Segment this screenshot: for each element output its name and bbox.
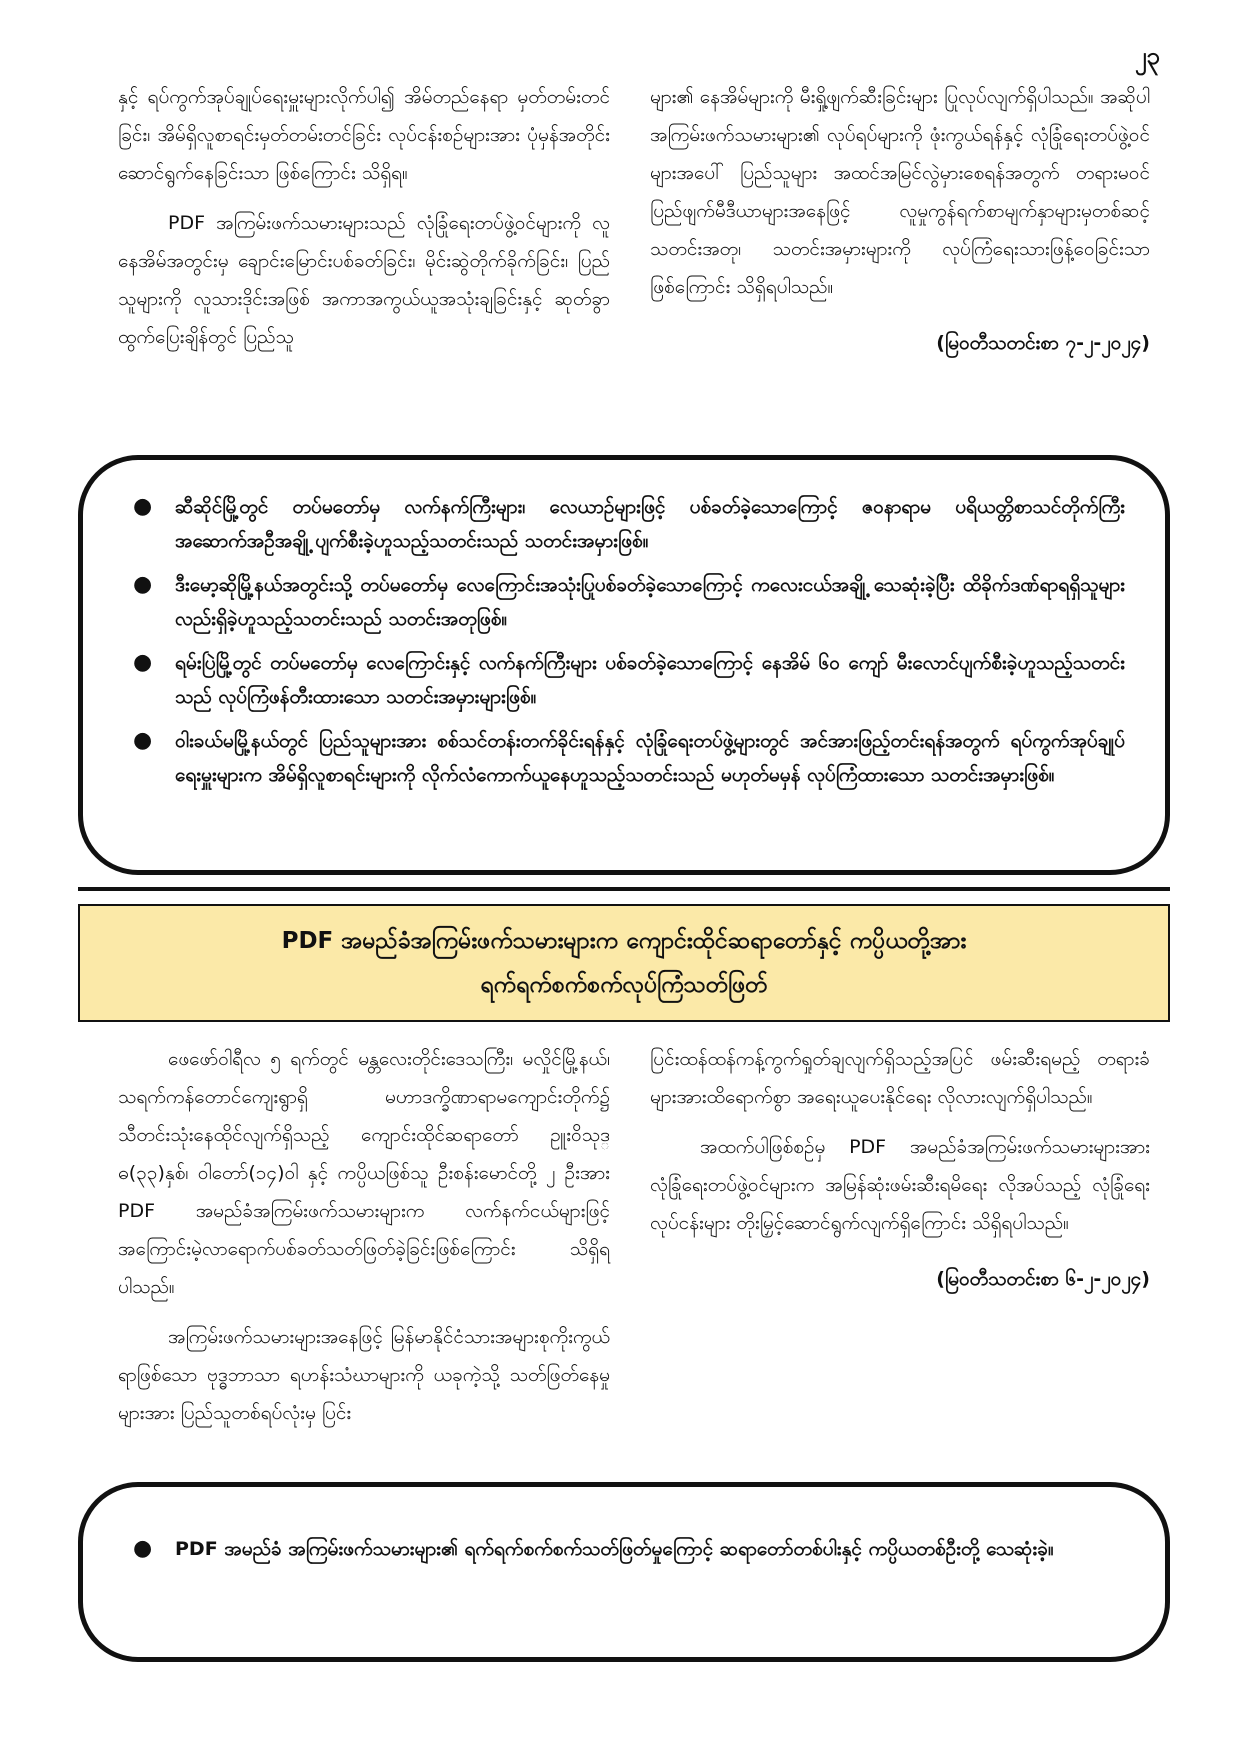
bullet-icon: ●	[133, 494, 153, 519]
list-item: ● ဒီးမော့ဆိုမြို့နယ်အတွင်းသို့ တပ်မတော်မှ လေကြောင်းအသုံးပြုပစ်ခတ်ခဲ့သောကြောင့် ကလေးငယ်အချို့ သေဆုံးခဲ့ပြီး ထိခိုက်ဒဏ်ရာရရှိသူများလည်းရှိခဲ့ဟူသည့်သတင်းသည် သတင်းအတုဖြစ်။	[133, 568, 1125, 636]
article1-left-paragraph: နှင့် ရပ်ကွက်အုပ်ချုပ်ရေးမှူးများလိုက်ပါ၍ အိမ်တည်နေရာ မှတ်တမ်းတင်ခြင်း၊ အိမ်ရှိလူစာရင်းမှတ်တမ်းတင်ခြင်း လုပ်ငန်းစဉ်များအား ပုံမှန်အတိုင်းဆောင်ရွက်နေခြင်းသာ ဖြစ်ကြောင်း သိရှိရ။	[118, 86, 610, 184]
fake-news-summary-box	[78, 455, 1170, 875]
bullet-icon: ●	[133, 572, 153, 597]
bullet-icon: ●	[133, 650, 153, 675]
headline-line-1: PDF အမည်ခံအကြမ်းဖက်သမားများက ကျောင်းထိုင်ဆရာတော်နှင့် ကပ္ပိယတို့အား	[281, 928, 967, 954]
fake-news-list	[133, 490, 1125, 792]
section-divider	[78, 887, 1170, 891]
article2-left-paragraph: အကြမ်းဖက်သမားများအနေဖြင့် မြန်မာနိုင်ငံသားအများစုကိုးကွယ်ရာဖြစ်သော ဗုဒ္ဓဘာသာ ရဟန်းသံဃာများကို ယခုကဲ့သို့ သတ်ဖြတ်နေမှုများအား ပြည်သူတစ်ရပ်လုံးမှ ပြင်း	[118, 1326, 610, 1424]
article2-right-paragraph: ပြင်းထန်ထန်ကန့်ကွက်ရှုတ်ချလျက်ရှိသည့်အပြင် ဖမ်းဆီးရမည့် တရားခံများအားထိရောက်စွာ အရေးယူပေးနိုင်ရေး လိုလားလျက်ရှိပါသည်။	[650, 1048, 1150, 1108]
article1-right-paragraph: များ၏ နေအိမ်များကို မီးရှို့ဖျက်ဆီးခြင်းများ ပြုလုပ်လျက်ရှိပါသည်။ အဆိုပါအကြမ်းဖက်သမားများ၏ လုပ်ရပ်များကို ဖုံးကွယ်ရန်နှင့် လုံခြုံရေးတပ်ဖွဲ့ဝင်များအပေါ် ပြည်သူများ အထင်အမြင်လွဲမှားစေရန်အတွက် တရားမဝင်ပြည်ဖျက်မီဒီယာများအနေဖြင့် လူမှုကွန်ရက်စာမျက်နှာများမှတစ်ဆင့် သတင်းအတု၊ သတင်းအမှားများကို လုပ်ကြံရေးသားဖြန့်ဝေခြင်းသာ ဖြစ်ကြောင်း သိရှိရပါသည်။	[650, 86, 1150, 298]
page-number: ၂၃	[1134, 42, 1160, 70]
list-item: ● ဝါးခယ်မမြို့နယ်တွင် ပြည်သူများအား စစ်သင်တန်းတက်ခိုင်းရန်နှင့် လုံခြုံရေးတပ်ဖွဲ့များတွင် အင်အားဖြည့်တင်းရန်အတွက် ရပ်ကွက်အုပ်ချုပ်ရေးမှူးများက အိမ်ရှိလူစာရင်းများကို လိုက်လံကောက်ယူနေဟူသည့်သတင်းသည် မဟုတ်မမှန် လုပ်ကြံထားသော သတင်းအမှားဖြစ်။	[133, 724, 1125, 792]
article2-source: (မြဝတီသတင်းစာ ၆-၂-၂၀၂၄)	[936, 1268, 1150, 1290]
article2-right-paragraph: အထက်ပါဖြစ်စဉ်မှ PDF အမည်ခံအကြမ်းဖက်သမားများအား လုံခြုံရေးတပ်ဖွဲ့ဝင်များက အမြန်ဆုံးဖမ်းဆီးရမိရေး လိုအပ်သည့် လုံခြုံရေးလုပ်ငန်းများ တိုးမြှင့်ဆောင်ရွက်လျက်ရှိကြောင်း သိရှိရပါသည်။	[650, 1136, 1150, 1234]
killing-summary-list	[133, 1532, 1125, 1566]
article2-left-paragraph: ဖေဖော်ဝါရီလ ၅ ရက်တွင် မန္တလေးတိုင်းဒေသကြီး၊ မလှိုင်မြို့နယ်၊ သရက်ကန်တောင်ကျေးရွာရှိ မဟာဒက္ခိဏာရာမကျောင်းတိုက်၌ သီတင်းသုံးနေထိုင်လျက်ရှိသည့် ကျောင်းထိုင်ဆရာတော် ဥူးဝိသုဒ္ဓ(၃၃)နှစ်၊ ဝါတော်(၁၄)ဝါ နှင့် ကပ္ပိယဖြစ်သူ ဦးစန်းမောင်တို့ ၂ ဦးအား PDF အမည်ခံအကြမ်းဖက်သမားများက လက်နက်ငယ်များဖြင့် အကြောင်းမဲ့လာရောက်ပစ်ခတ်သတ်ဖြတ်ခဲ့ခြင်းဖြစ်ကြောင်း သိရှိရပါသည်။	[118, 1048, 610, 1298]
bullet-icon: ●	[133, 1536, 153, 1561]
list-item: ● PDF အမည်ခံ အကြမ်းဖက်သမားများ၏ ရက်ရက်စက်စက်သတ်ဖြတ်မှုကြောင့် ဆရာတော်တစ်ပါးနှင့် ကပ္ပိယတစ်ဦးတို့ သေဆုံးခဲ့။	[133, 1532, 1125, 1566]
article1-source: (မြဝတီသတင်းစာ ၇-၂-၂၀၂၄)	[936, 332, 1150, 354]
headline-line-2: ရက်ရက်စက်စက်လုပ်ကြံသတ်ဖြတ်	[480, 972, 768, 998]
article1-left-column	[118, 78, 610, 368]
article2-headline	[78, 904, 1170, 1022]
list-item: ● ရမ်းပြဲမြို့တွင် တပ်မတော်မှ လေကြောင်းနှင့် လက်နက်ကြီးများ ပစ်ခတ်ခဲ့သောကြောင့် နေအိမ် ၆၀ ကျော် မီးလောင်ပျက်စီးခဲ့ဟူသည့်သတင်းသည် လုပ်ကြံဖန်တီးထားသော သတင်းအမှားများဖြစ်။	[133, 646, 1125, 714]
killing-summary-box	[78, 1482, 1170, 1662]
article2-left-column	[118, 1040, 610, 1444]
article2-right-column	[650, 1040, 1150, 1298]
article1-right-column	[650, 78, 1150, 362]
list-item: ● ဆီဆိုင်မြို့တွင် တပ်မတော်မှ လက်နက်ကြီးများ၊ လေယာဉ်များဖြင့် ပစ်ခတ်ခဲ့သောကြောင့် ဇဝနာရာမ ပရိယတ္တိစာသင်တိုက်ကြီး အဆောက်အဦအချို့ ပျက်စီးခဲ့ဟူသည့်သတင်းသည် သတင်းအမှားဖြစ်။	[133, 490, 1125, 558]
article1-left-paragraph: PDF အကြမ်းဖက်သမားများသည် လုံခြုံရေးတပ်ဖွဲ့ဝင်များကို လူနေအိမ်အတွင်းမှ ချောင်းမြောင်းပစ်ခတ်ခြင်း၊ မိုင်းဆွဲတိုက်ခိုက်ခြင်း၊ ပြည်သူများကို လူသားဒိုင်းအဖြစ် အကာအကွယ်ယူအသုံးချခြင်းနှင့် ဆုတ်ခွာထွက်ပြေးချိန်တွင် ပြည်သူ	[118, 212, 610, 348]
bullet-icon: ●	[133, 728, 153, 753]
